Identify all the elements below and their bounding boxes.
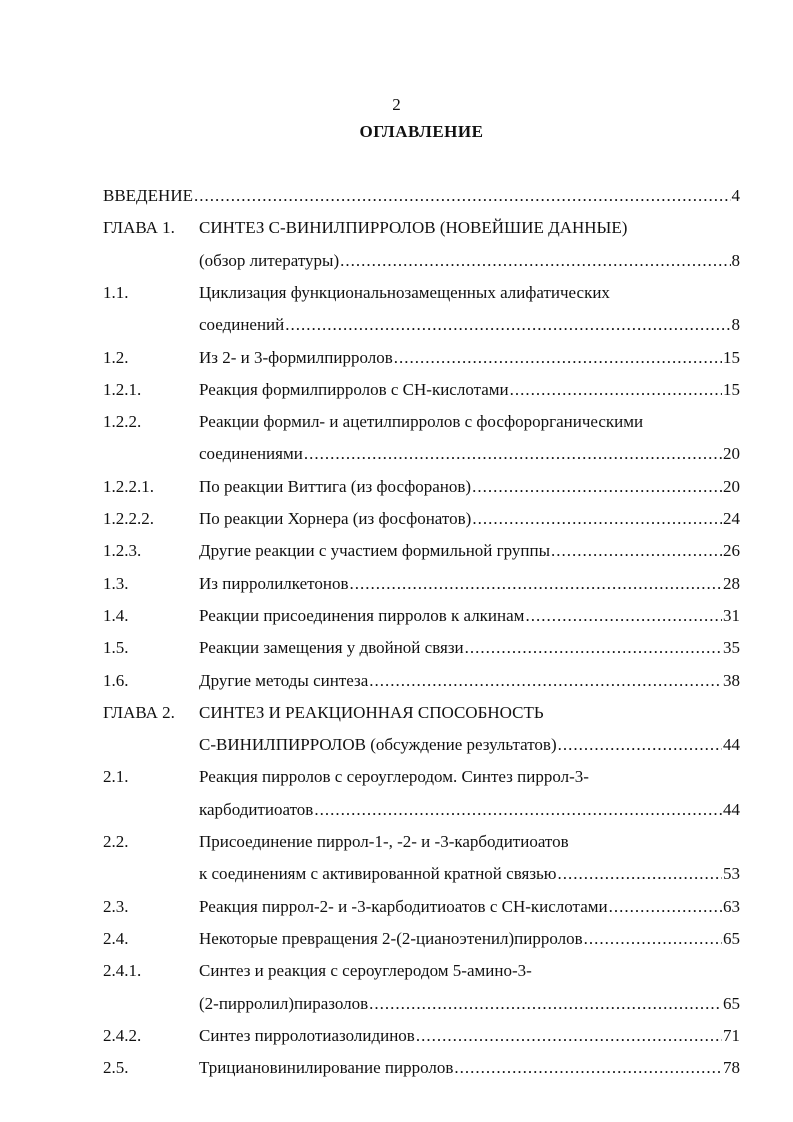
toc-entry-number: 2.5.: [103, 1058, 129, 1078]
toc-entry-number: 1.2.2.: [103, 412, 142, 432]
toc-entry-number: 1.2.: [103, 347, 129, 367]
toc-page-number: 31: [723, 605, 740, 625]
toc-page-number: 35: [723, 638, 740, 658]
toc-entry-line: [199, 379, 740, 401]
toc-entry-text: Циклизация функциональнозамещенных алифатических: [199, 282, 610, 302]
toc-dot-leader: [584, 928, 722, 950]
toc-entry-text: Синтез пирролотиазолидинов: [199, 1025, 415, 1045]
toc-page-number: 20: [723, 476, 740, 496]
toc-entry-text: Другие методы синтеза: [199, 670, 369, 690]
toc-entry-text: По реакции Виттига (из фосфоранов): [199, 476, 472, 496]
toc-page-number: 15: [723, 347, 740, 367]
toc-entry-text: Из пирролилкетонов: [199, 573, 349, 593]
toc-entry-line: [199, 605, 740, 627]
toc-entry-text: (2-пирролил)пиразолов: [199, 993, 369, 1013]
toc-entry-line: [199, 282, 610, 304]
toc-page-number: 28: [723, 573, 740, 593]
toc-entry-number: 2.3.: [103, 896, 129, 916]
toc-entry-number: 1.2.2.1.: [103, 476, 154, 496]
toc-entry-line: [199, 540, 740, 562]
toc-entry-line: [199, 928, 740, 950]
toc-dot-leader: [525, 605, 722, 627]
toc-page-number: 44: [723, 799, 740, 819]
toc-page-number: 65: [723, 993, 740, 1013]
toc-entry-text: С-ВИНИЛПИРРОЛОВ (обсуждение результатов): [199, 735, 557, 755]
toc-entry-line: [199, 863, 740, 885]
toc-page-number: 44: [723, 735, 740, 755]
toc-entry-number: 1.2.3.: [103, 541, 142, 561]
toc-entry-text: Реакции формил- и ацетилпирролов с фосфорорганическими: [199, 412, 644, 432]
toc-entry-line: [199, 766, 589, 788]
toc-title: ОГЛАВЛЕНИЕ: [359, 122, 484, 141]
toc-entry-number: 1.2.2.2.: [103, 509, 154, 528]
toc-dot-leader: [340, 250, 730, 272]
toc-entry-number: 1.1.: [103, 282, 129, 302]
toc-page-number: 20: [723, 444, 740, 464]
toc-entry-text: Реакция пирролов с сероуглеродом. Синтез пиррол-3-: [199, 767, 589, 787]
toc-entry-text: По реакции Хорнера (из фосфонатов): [199, 509, 472, 528]
toc-page-number: 4: [731, 186, 740, 205]
toc-entry-line: [199, 702, 544, 724]
toc-entry-line: [199, 314, 740, 336]
toc-entry-line: [199, 960, 532, 982]
toc-entry-line: [103, 185, 740, 207]
toc-entry-text: Присоединение пиррол-1-, -2- и -3-карбодитиоатов: [199, 832, 569, 851]
toc-entry-text: Синтез и реакция с сероуглеродом 5-амино-3-: [199, 961, 532, 981]
toc-entry-line: [199, 508, 740, 530]
toc-dot-leader: [416, 1025, 722, 1047]
toc-entry-text: Реакции присоединения пирролов к алкинам: [199, 605, 525, 625]
toc-dot-leader: [285, 314, 730, 336]
toc-entry-line: [199, 411, 643, 433]
toc-entry-text: Некоторые превращения 2-(2-цианоэтенил)пирролов: [199, 928, 583, 948]
toc-entry-line: [199, 476, 740, 498]
toc-page-number: 8: [731, 315, 740, 335]
toc-dot-leader: [314, 799, 722, 821]
toc-page-number: 26: [723, 541, 740, 561]
toc-entry-number: ГЛАВА 1.: [103, 218, 175, 238]
toc-dot-leader: [369, 993, 722, 1015]
toc-page-number: 78: [723, 1058, 740, 1078]
toc-entry-text: Реакция пиррол-2- и -3-карбодитиоатов с СН-кислотами: [199, 896, 608, 916]
toc-entry-line: [199, 799, 740, 821]
toc-dot-leader: [551, 540, 722, 562]
toc-entry-number: 2.1.: [103, 767, 129, 787]
toc-entry-number: 1.6.: [103, 670, 129, 690]
toc-entry-number: 1.5.: [103, 638, 129, 658]
toc-page-number: 24: [723, 509, 740, 528]
toc-entry-line: [199, 637, 740, 659]
toc-entry-line: [199, 443, 740, 465]
toc-entry-line: [199, 250, 740, 272]
toc-entry-number: 2.4.2.: [103, 1025, 142, 1045]
toc-page-number: 15: [723, 379, 740, 399]
toc-entry-line: [199, 347, 740, 369]
toc-entry-text: СИНТЕЗ С-ВИНИЛПИРРОЛОВ (НОВЕЙШИЕ ДАННЫЕ): [199, 218, 628, 238]
toc-entry-number: 2.4.: [103, 928, 129, 948]
toc-entry-text: Трициановинилирование пирролов: [199, 1058, 454, 1078]
toc-entry-line: [199, 831, 569, 853]
toc-dot-leader: [558, 734, 722, 756]
toc-entry-text: Другие реакции с участием формильной группы: [199, 541, 551, 561]
toc-entry-number: 1.2.1.: [103, 379, 142, 399]
toc-dot-leader: [510, 379, 722, 401]
toc-dot-leader: [472, 476, 722, 498]
toc-entry-line: [199, 1057, 740, 1079]
toc-dot-leader: [558, 863, 723, 885]
toc-entry-number: 2.4.1.: [103, 961, 142, 981]
toc-entry-text: соединений: [199, 315, 285, 335]
page-number: 2: [392, 95, 401, 114]
toc-page-number: 65: [723, 928, 740, 948]
toc-dot-leader: [465, 637, 722, 659]
toc-entry-line: [199, 1025, 740, 1047]
toc-dot-leader: [194, 185, 731, 207]
toc-dot-leader: [472, 508, 722, 530]
toc-entry-number: 1.3.: [103, 573, 129, 593]
toc-entry-text: (обзор литературы): [199, 250, 340, 270]
toc-page-number: 38: [723, 670, 740, 690]
toc-page-number: 71: [723, 1025, 740, 1045]
toc-page-number: 63: [723, 896, 740, 916]
toc-entry-text: Из 2- и 3-формилпирролов: [199, 347, 393, 367]
toc-entry-text: соединениями: [199, 444, 303, 464]
toc-entry-text: СИНТЕЗ И РЕАКЦИОННАЯ СПОСОБНОСТЬ: [199, 702, 544, 722]
toc-entry-line: [199, 734, 740, 756]
toc-entry-line: [199, 573, 740, 595]
toc-dot-leader: [350, 573, 723, 595]
toc-dot-leader: [454, 1057, 722, 1079]
toc-entry-number: ГЛАВА 2.: [103, 702, 175, 722]
toc-entry-line: [199, 896, 740, 918]
toc-dot-leader: [369, 670, 722, 692]
toc-page-number: 8: [731, 250, 740, 270]
toc-dot-leader: [394, 347, 722, 369]
toc-page-number: 53: [723, 864, 740, 884]
toc-entry-text: Реакция формилпирролов с СН-кислотами: [199, 379, 509, 399]
toc-entry-text: к соединениям с активированной кратной связью: [199, 864, 557, 884]
toc-entry-text: Реакции замещения у двойной связи: [199, 638, 464, 658]
toc-entry-line: [199, 217, 627, 239]
toc-entry-line: [199, 670, 740, 692]
toc-dot-leader: [609, 896, 722, 918]
toc-entry-text: карбодитиоатов: [199, 799, 314, 819]
toc-entry-number: 1.4.: [103, 605, 129, 625]
toc-entry-line: [199, 993, 740, 1015]
toc-dot-leader: [304, 443, 722, 465]
toc-entry-text: ВВЕДЕНИЕ: [103, 186, 193, 205]
toc-entry-number: 2.2.: [103, 832, 129, 851]
